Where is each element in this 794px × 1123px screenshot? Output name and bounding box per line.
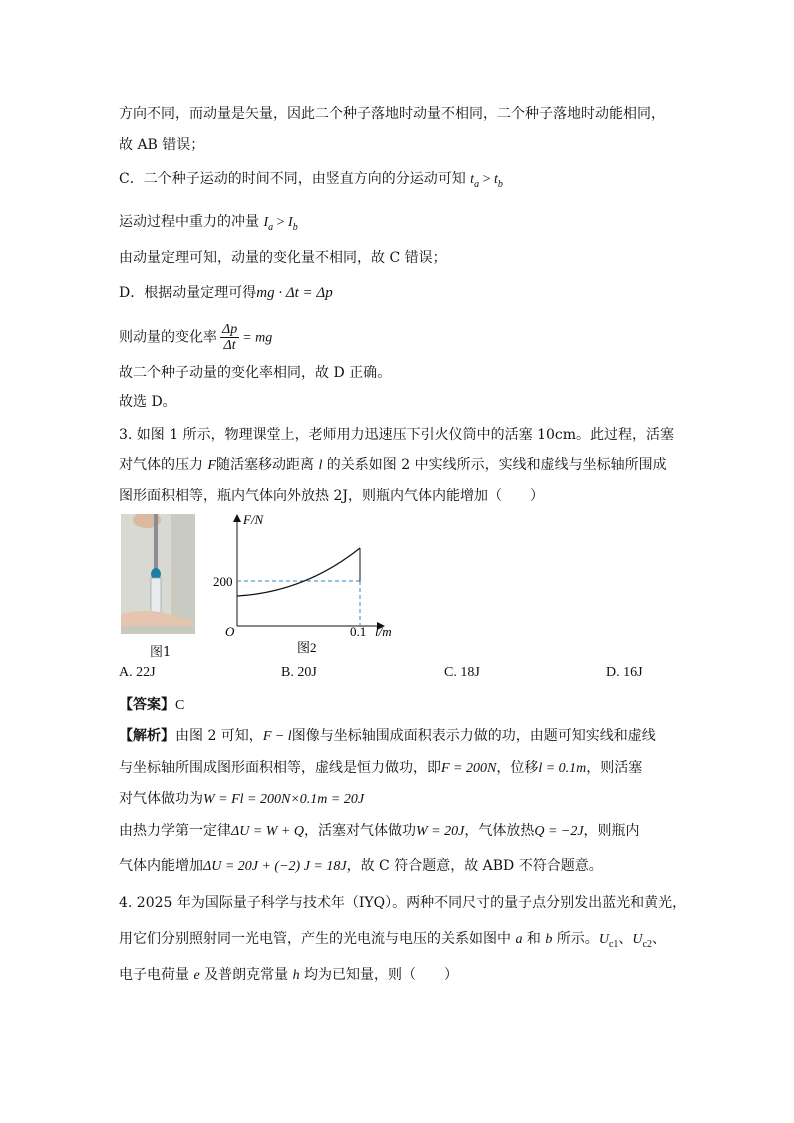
origin-label: O — [225, 624, 235, 639]
question-4-text: 4. 2025 年为国际量子科学与技术年（IYQ）。两种不同尺寸的量子点分别发出蓝光和黄光， — [119, 895, 687, 911]
figure-1-photo — [121, 514, 195, 634]
text-line: 由热力学第一定律ΔU = W + Q，活塞对气体做功W = 20J，气体放热Q = −2J，则瓶内 — [119, 823, 640, 839]
option-b[interactable]: B. 20J — [281, 665, 317, 680]
analysis-line: 【解析】由图 2 可知，F − l图像与坐标轴围成面积表示力做的功，由题可知实线和虚线 — [119, 728, 656, 744]
figure-1-caption: 图1 — [150, 645, 172, 660]
option-a[interactable]: A. 22J — [119, 665, 156, 680]
text-line: 对气体的压力 F随活塞移动距离 l 的关系如图 2 中实线所示，实线和虚线与坐标轴所围成 — [119, 457, 667, 473]
fraction: $\frac{\Delta p}{\Delta t}$ — [222, 322, 238, 353]
x-tick-label: 0.1 — [350, 624, 367, 639]
figure-2-chart — [205, 508, 405, 656]
text-line: 由动量定理可知，动量的变化量不相同，故 C 错误； — [119, 250, 447, 266]
text-line: 用它们分别照射同一光电管，产生的光电流与电压的关系如图中 a 和 b 所示。$U_{c1}$、$U_{c2}$、 — [119, 931, 666, 950]
text-line: 故 AB 错误； — [119, 137, 205, 153]
text-line: 故选 D。 — [119, 394, 177, 410]
text-line: 气体内能增加ΔU = 20J + (−2) J = 18J，故 C 符合题意，故 ABD 不符合题意。 — [119, 858, 603, 874]
text-line: C．二个种子运动的时间不同，由竖直方向的分运动可知 $t_a > t_b$ — [119, 171, 503, 190]
text-line: 电子电荷量 e 及普朗克常量 h 均为已知量，则（ ） — [119, 967, 459, 983]
answer-line: 【答案】C — [119, 697, 185, 713]
y-tick-label: 200 — [213, 574, 233, 589]
question-3-text: 3. 如图 1 所示，物理课堂上，老师用力迅速压下引火仪筒中的活塞 10cm。此过程，活塞 — [119, 427, 674, 443]
solid-force-curve — [237, 548, 360, 596]
text-line: 运动过程中重力的冲量 $I_a > I_b$ — [119, 214, 298, 233]
text-line: 与坐标轴所围成图形面积相等，虚线是恒力做功，即F = 200N，位移l = 0.1m，则活塞 — [119, 760, 643, 776]
text-line: 对气体做功为W = Fl = 200N×0.1m = 20J — [119, 791, 365, 807]
text-line: 方向不同，而动量是矢量，因此二个种子落地时动量不相同，二个种子落地时动能相同， — [119, 106, 665, 122]
x-axis-label: l/m — [375, 624, 392, 639]
option-c[interactable]: C. 18J — [444, 665, 480, 680]
figure-2-caption: 图2 — [297, 640, 317, 655]
text-line: 则动量的变化率 $\frac{\Delta p}{\Delta t}$ = mg — [119, 322, 273, 353]
text-line: 故二个种子动量的变化率相同，故 D 正确。 — [119, 365, 392, 381]
option-d[interactable]: D. 16J — [606, 665, 643, 680]
y-axis-label: F/N — [243, 512, 264, 527]
text-line: 图形面积相等，瓶内气体向外放热 2J，则瓶内气体内能增加（ ） — [119, 488, 544, 504]
text-line: D．根据动量定理可得mg · Δt = Δp — [119, 285, 333, 301]
